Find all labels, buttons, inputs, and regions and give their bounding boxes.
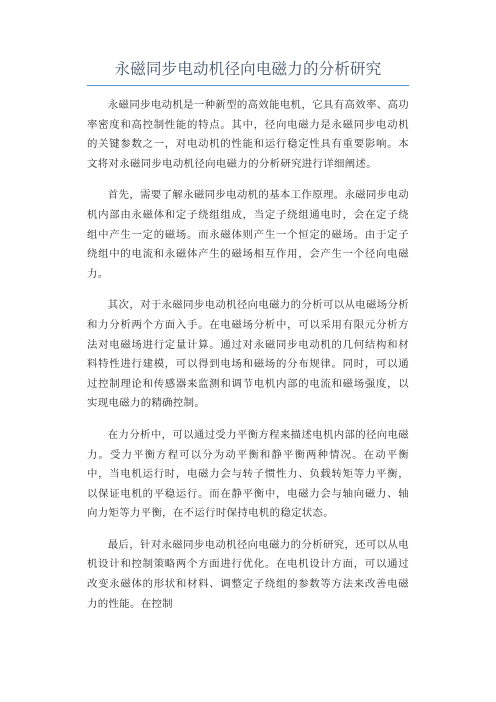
paragraph-field-analysis: 其次，对于永磁同步电动机径向电磁力的分析可以从电磁场分析和力分析两个方面入手。在电磁场分析中，可以采用有限元分析方法对电磁场进行定量计算。通过对永磁同步电动机的几何结构和材料特性进行建模，可以得到电场和磁场的分布规律。同时，可以通过控制理论和传感器来监测和调节电机内部的电流和磁场强度，以实现电磁力的精确控制。 bbox=[87, 299, 409, 410]
document-body bbox=[87, 96, 409, 614]
paragraph-optimization: 最后，针对永磁同步电动机径向电磁力的分析研究，还可以从电机设计和控制策略两个方面进行优化。在电机设计方面，可以通过改变永磁体的形状和材料、调整定子绕组的参数等方法来改善电磁力的性能。在控制 bbox=[87, 538, 409, 610]
paragraph-principle: 首先，需要了解永磁同步电动机的基本工作原理。永磁同步电动机内部由永磁体和定子绕组组成，当定子绕组通电时，会在定子绕组中产生一定的磁场。而永磁体则产生一个恒定的磁场。由于定子绕组中的电流和永磁体产生的磁场相互作用，会产生一个径向电磁力。 bbox=[87, 189, 409, 280]
document-title: 永磁同步电动机径向电磁力的分析研究 bbox=[114, 60, 382, 78]
paragraph-intro: 永磁同步电动机是一种新型的高效能电机，它具有高效率、高功率密度和高控制性能的特点。其中，径向电磁力是永磁同步电动机的关键参数之一，对电动机的性能和运行稳定性具有重要影响。本文将对永磁同步电动机径向电磁力的分析研究进行详细阐述。 bbox=[87, 99, 409, 170]
title-underline bbox=[87, 85, 409, 86]
paragraph-force-analysis: 在力分析中，可以通过受力平衡方程来描述电机内部的径向电磁力。受力平衡方程可以分为动平衡和静平衡两种情况。在动平衡中，当电机运行时，电磁力会与转子惯性力、负载转矩等力平衡，以保证电机的平稳运行。而在静平衡中，电磁力会与轴向磁力、轴向力矩等力平衡，在不运行时保持电机的稳定状态。 bbox=[87, 428, 409, 520]
